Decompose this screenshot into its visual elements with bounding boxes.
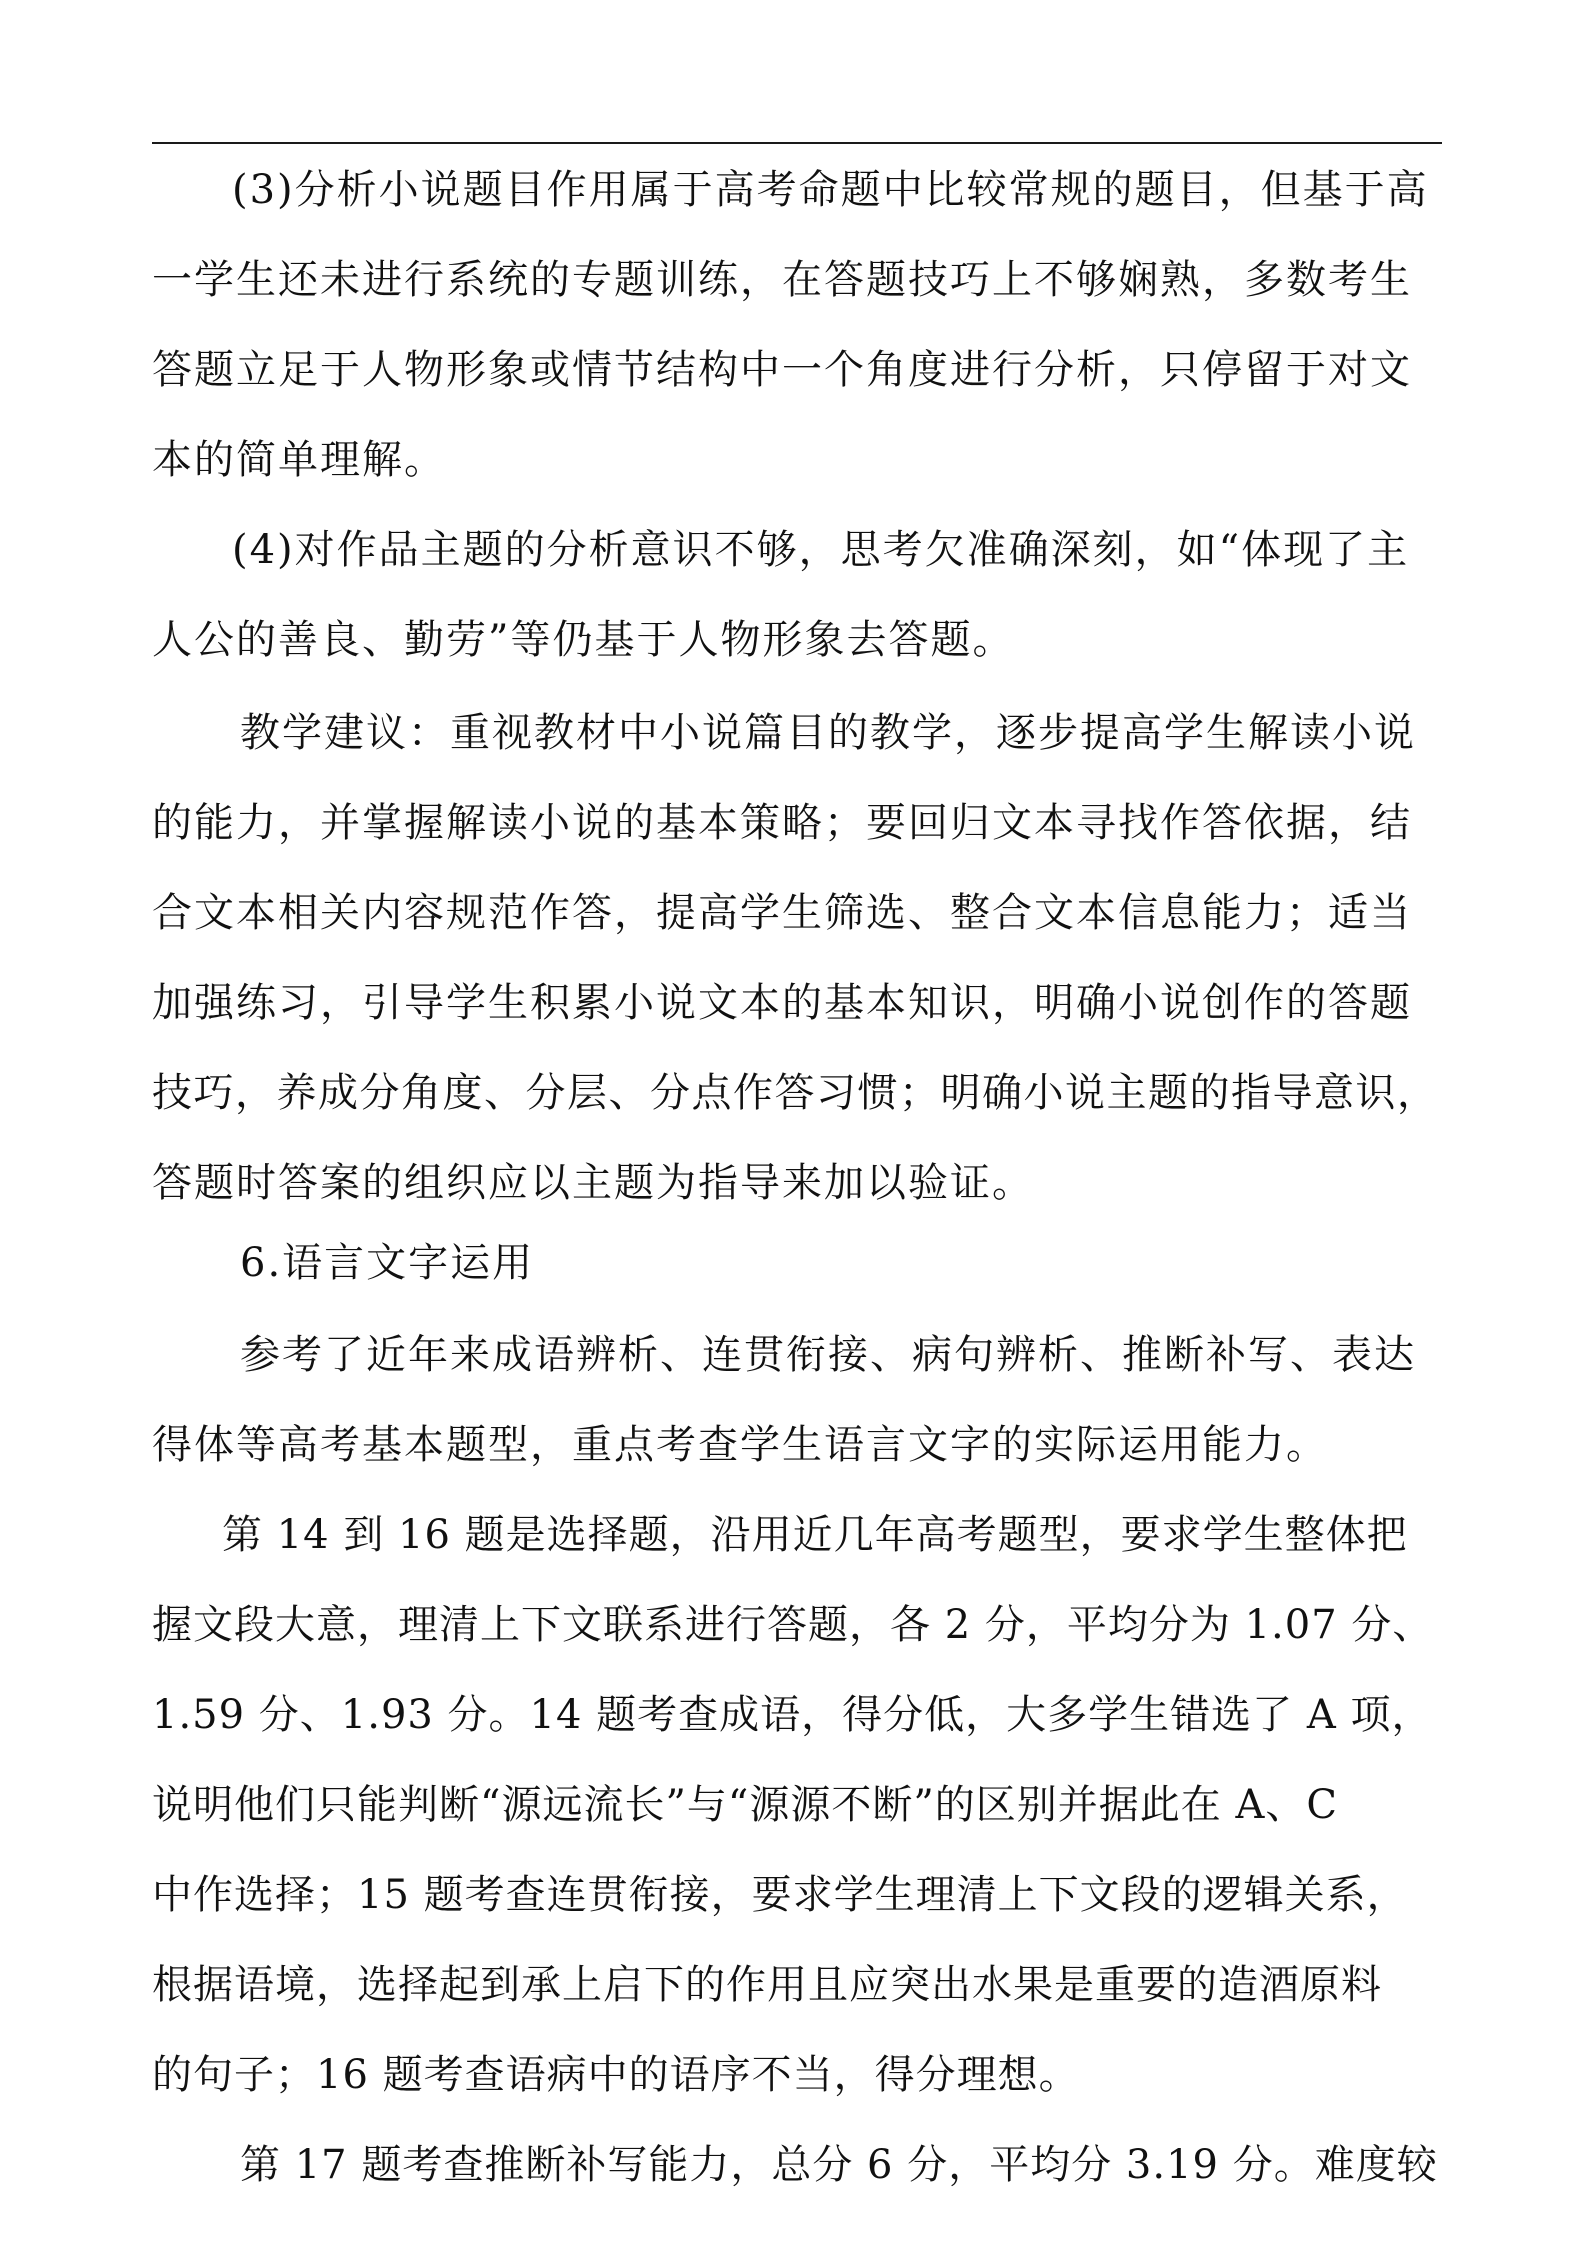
text-line: 的句子；16 题考查语病中的语序不当，得分理想。 — [152, 2052, 1080, 2098]
text-line: 答题时答案的组织应以主题为指导来加以验证。 — [152, 1160, 1034, 1206]
text-line: 加强练习，引导学生积累小说文本的基本知识，明确小说创作的答题 — [152, 980, 1412, 1026]
header-rule — [152, 142, 1442, 144]
text-line: 答题立足于人物形象或情节结构中一个角度进行分析，只停留于对文 — [152, 347, 1412, 393]
text-line: 本的简单理解。 — [152, 437, 446, 483]
text-line: 1.59 分、1.93 分。14 题考查成语，得分低，大多学生错选了 A 项， — [152, 1692, 1433, 1738]
text-line: 技巧，养成分角度、分层、分点作答习惯；明确小说主题的指导意识， — [152, 1070, 1439, 1116]
text-line: 中作选择；15 题考查连贯衔接，要求学生理清上下文段的逻辑关系， — [152, 1872, 1408, 1918]
text-line: 第 17 题考查推断补写能力，总分 6 分，平均分 3.19 分。难度较 — [240, 2142, 1438, 2188]
text-line: 握文段大意，理清上下文联系进行答题，各 2 分，平均分为 1.07 分、 — [152, 1602, 1434, 1648]
text-line: 一学生还未进行系统的专题训练，在答题技巧上不够娴熟，多数考生 — [152, 257, 1412, 303]
text-line: 得体等高考基本题型，重点考查学生语言文字的实际运用能力。 — [152, 1422, 1328, 1468]
text-line: 人公的善良、勤劳”等仍基于人物形象去答题。 — [152, 617, 1015, 663]
text-line: 第 14 到 16 题是选择题，沿用近几年高考题型，要求学生整体把 — [222, 1512, 1408, 1558]
section-heading: 6.语言文字运用 — [240, 1240, 535, 1286]
text-line: 说明他们只能判断“源远流长”与“源源不断”的区别并据此在 A、C — [152, 1782, 1339, 1828]
text-line: 根据语境，选择起到承上启下的作用且应突出水果是重要的造酒原料 — [152, 1962, 1382, 2008]
text-line: 合文本相关内容规范作答，提高学生筛选、整合文本信息能力；适当 — [152, 890, 1412, 936]
text-line: (3)分析小说题目作用属于高考命题中比较常规的题目，但基于高 — [232, 167, 1429, 213]
text-line: 的能力，并掌握解读小说的基本策略；要回归文本寻找作答依据，结 — [152, 800, 1412, 846]
text-line: 参考了近年来成语辨析、连贯衔接、病句辨析、推断补写、表达 — [240, 1332, 1416, 1378]
text-line: (4)对作品主题的分析意识不够，思考欠准确深刻，如“体现了主 — [232, 527, 1410, 573]
text-line: 教学建议：重视教材中小说篇目的教学，逐步提高学生解读小说 — [240, 710, 1416, 756]
